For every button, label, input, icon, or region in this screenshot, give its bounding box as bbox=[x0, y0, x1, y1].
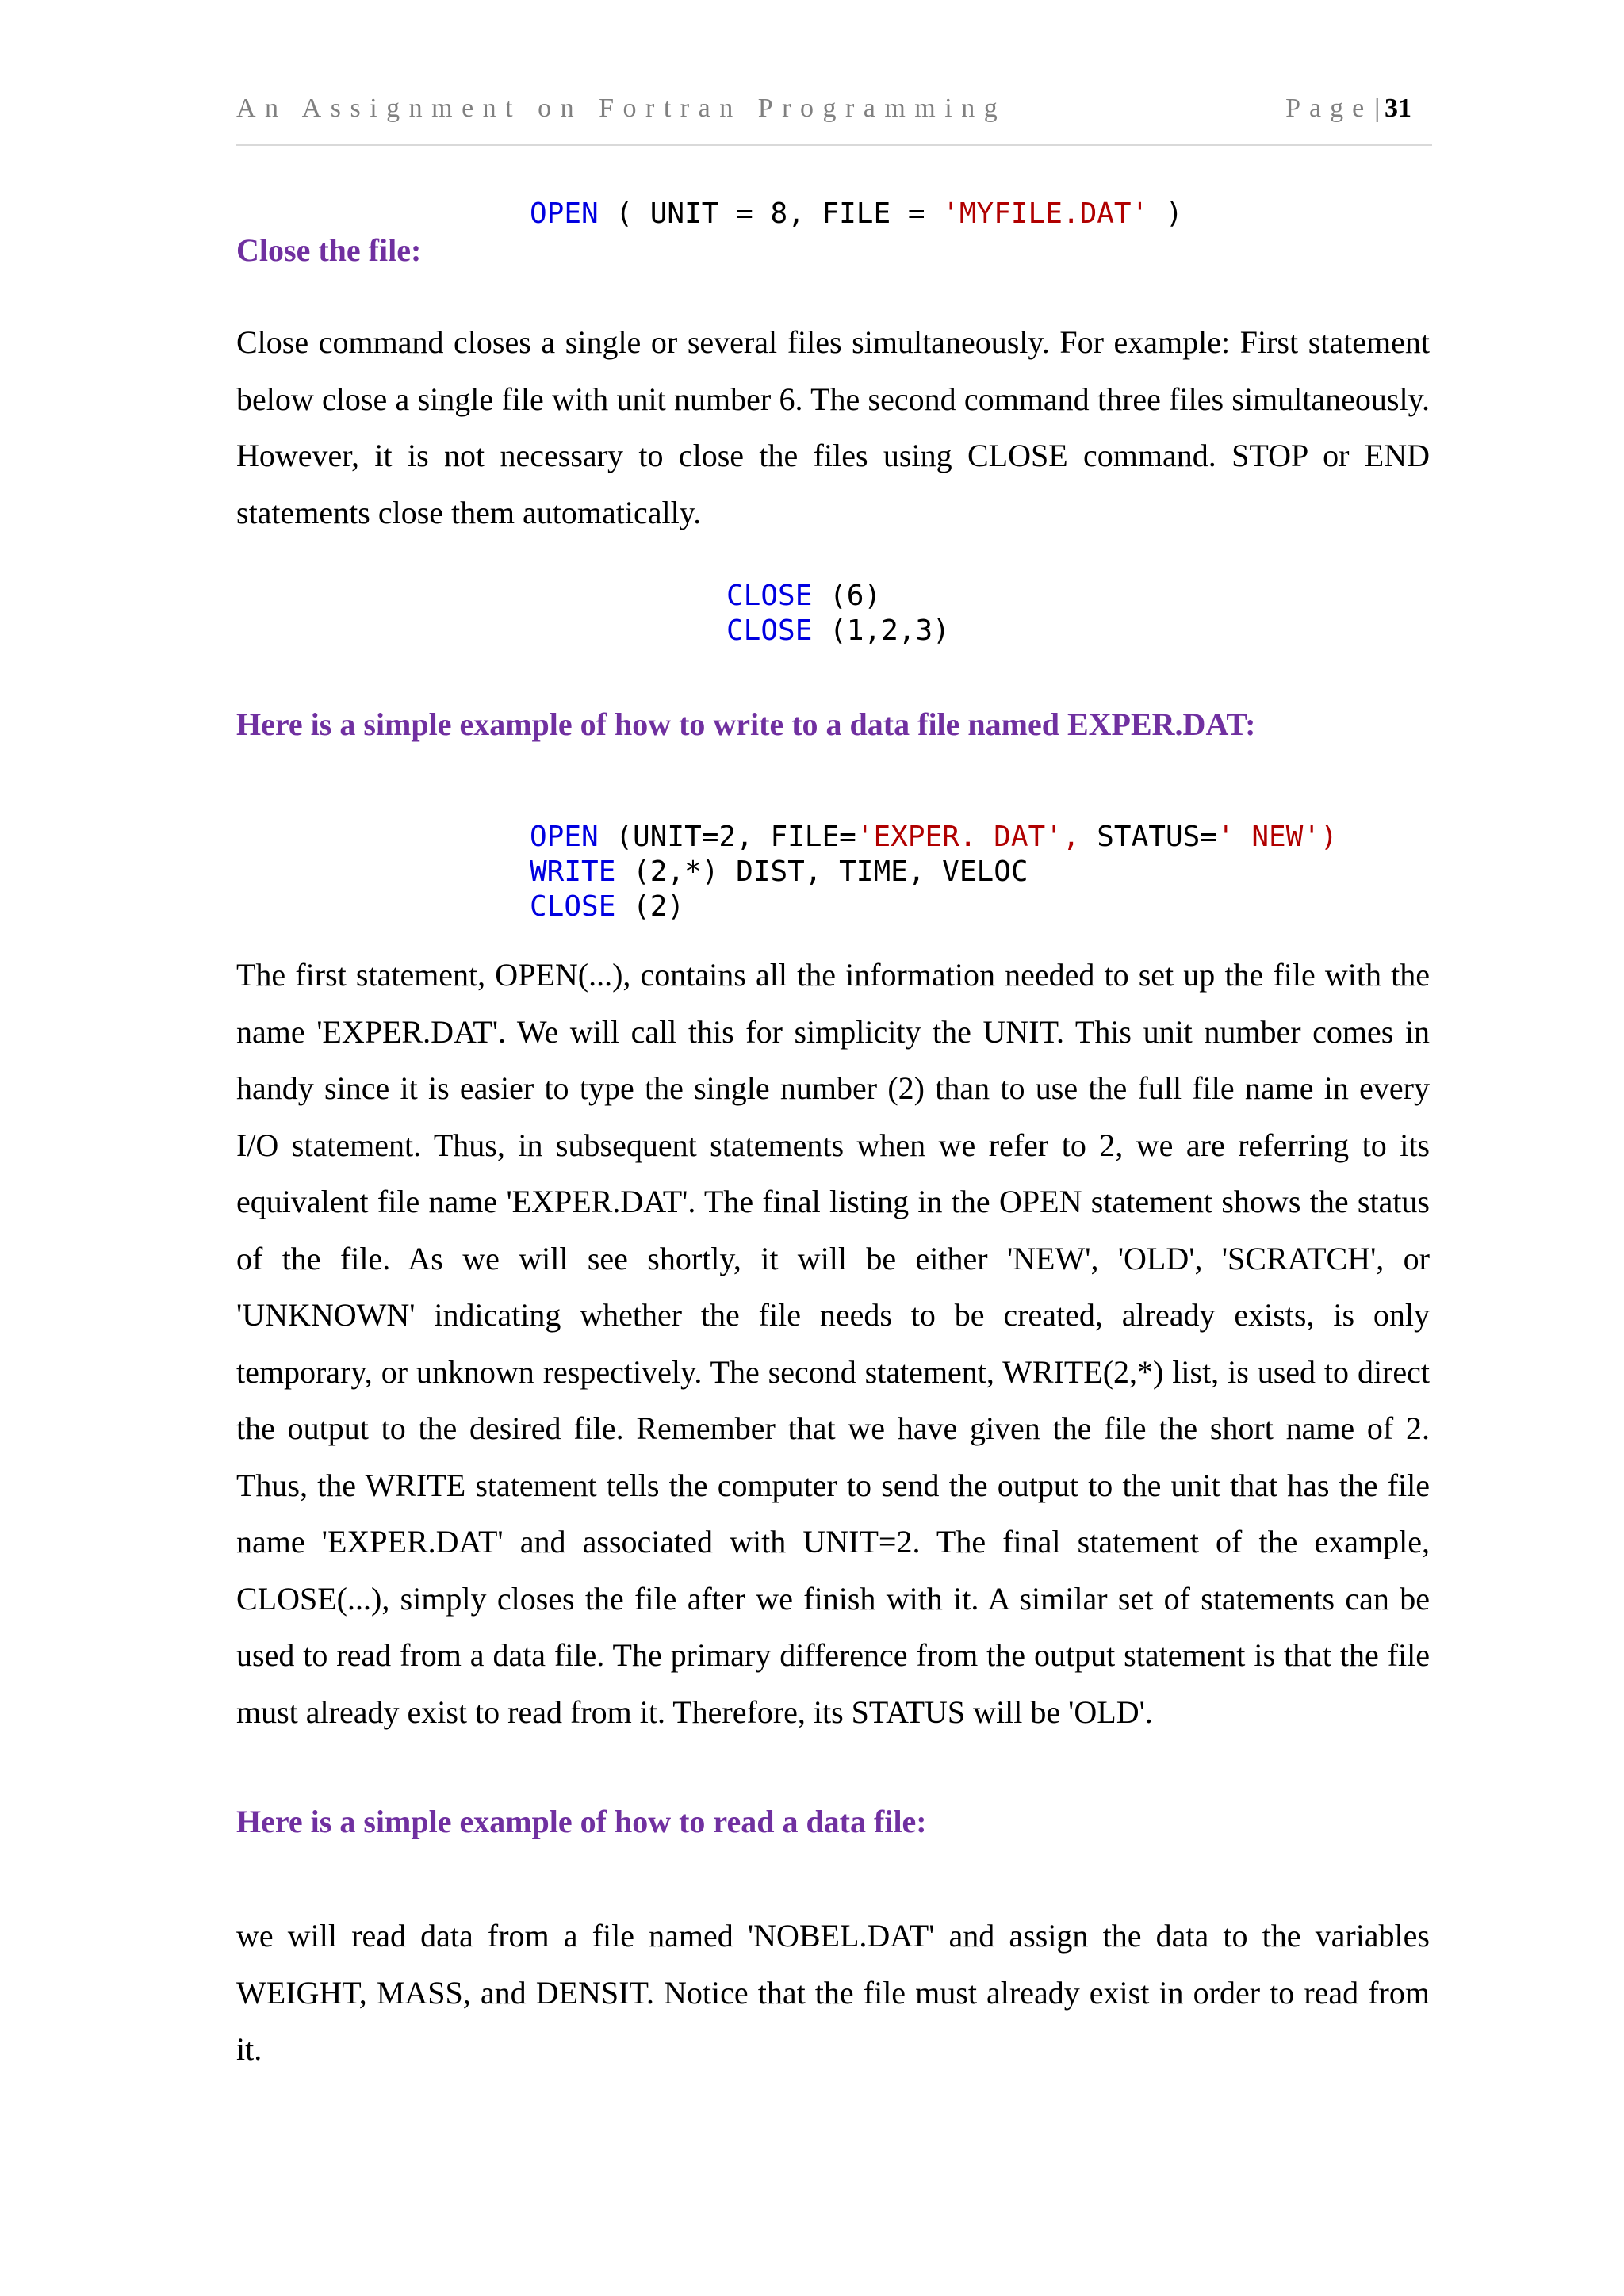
page-number: 31 bbox=[1385, 94, 1411, 123]
code-keyword: CLOSE bbox=[530, 890, 616, 923]
code-line bbox=[530, 855, 1338, 890]
paragraph-write-explanation: The first statement, OPEN(...), contains all the information needed to set up the file with the name 'EXPER.DAT'. We will call this for simplicity the UNIT. This unit number comes in handy since it is easier to type the single number (2) than to use the full file name in every I/O statement. Thus, in subsequent statements when we refer to 2, we are referring to its equivalent file name 'EXPER.DAT'. The final listing in the OPEN statement shows the status of the file. As we will see shortly, it will be either 'NEW', 'OLD', 'SCRATCH', or 'UNKNOWN' indicating whether the file needs to be created, already exists, is only temporary, or unknown respectively. The second statement, WRITE(2,*) list, is used to direct the output to the desired file. Remember that we have given the file the short name of 2. Thus, the WRITE statement tells the computer to send the output to the unit that has the file name 'EXPER.DAT' and associated with UNIT=2. The final statement of the example, CLOSE(...), simply closes the file after we finish with it. A similar set of statements can be used to read from a data file. The primary difference from the output statement is that the file must already exist to read from it. Therefore, its STATUS will be 'OLD'. bbox=[236, 957, 1430, 1730]
code-text: (6) bbox=[812, 580, 882, 612]
code-keyword: WRITE bbox=[530, 855, 616, 888]
code-text: STATUS= bbox=[1079, 821, 1217, 853]
header-page-number bbox=[1285, 94, 1411, 124]
code-text: (2,*) DIST, TIME, VELOC bbox=[615, 855, 1028, 888]
code-text: ( UNIT = 8, FILE = bbox=[598, 197, 943, 230]
paragraph-close: Close command closes a single or several files simultaneously. For example: First statement below close a single file with unit number 6. The second command three files simultaneously. However, it is not necessary to close the files using CLOSE command. STOP or END statements close them automatically. bbox=[236, 324, 1430, 530]
heading-read-example: Here is a simple example of how to read a data file: bbox=[236, 1804, 927, 1839]
code-text: (2) bbox=[615, 890, 685, 923]
code-keyword: OPEN bbox=[530, 197, 599, 230]
code-text: ) bbox=[1148, 197, 1183, 230]
code-keyword: OPEN bbox=[530, 821, 599, 853]
code-line bbox=[726, 579, 950, 614]
code-close-block bbox=[726, 579, 950, 649]
page-separator: | bbox=[1374, 94, 1380, 123]
page-header bbox=[236, 94, 1432, 146]
code-line bbox=[530, 890, 1338, 924]
code-text: (1,2,3) bbox=[812, 614, 950, 647]
code-write-block bbox=[530, 820, 1338, 924]
code-keyword: CLOSE bbox=[726, 614, 813, 647]
code-line bbox=[530, 197, 1183, 232]
heading-close-file: Close the file: bbox=[236, 232, 422, 268]
code-open-myfile bbox=[530, 197, 1183, 232]
heading-write-example: Here is a simple example of how to write to a data file named EXPER.DAT: bbox=[236, 706, 1256, 742]
code-string: ' NEW') bbox=[1216, 821, 1338, 853]
code-line bbox=[726, 614, 950, 649]
code-keyword: CLOSE bbox=[726, 580, 813, 612]
paragraph-read: we will read data from a file named 'NOBEL.DAT' and assign the data to the variables WEIGHT, MASS, and DENSIT. Notice that the file must already exist in order to read from it. bbox=[236, 1918, 1430, 2067]
code-line bbox=[530, 820, 1338, 855]
code-text: (UNIT=2, FILE= bbox=[598, 821, 856, 853]
code-string: 'EXPER. DAT', bbox=[856, 821, 1080, 853]
header-title: An Assignment on Fortran Programming bbox=[236, 94, 1007, 123]
page-label: Page bbox=[1285, 94, 1373, 123]
code-string: 'MYFILE.DAT' bbox=[942, 197, 1149, 230]
